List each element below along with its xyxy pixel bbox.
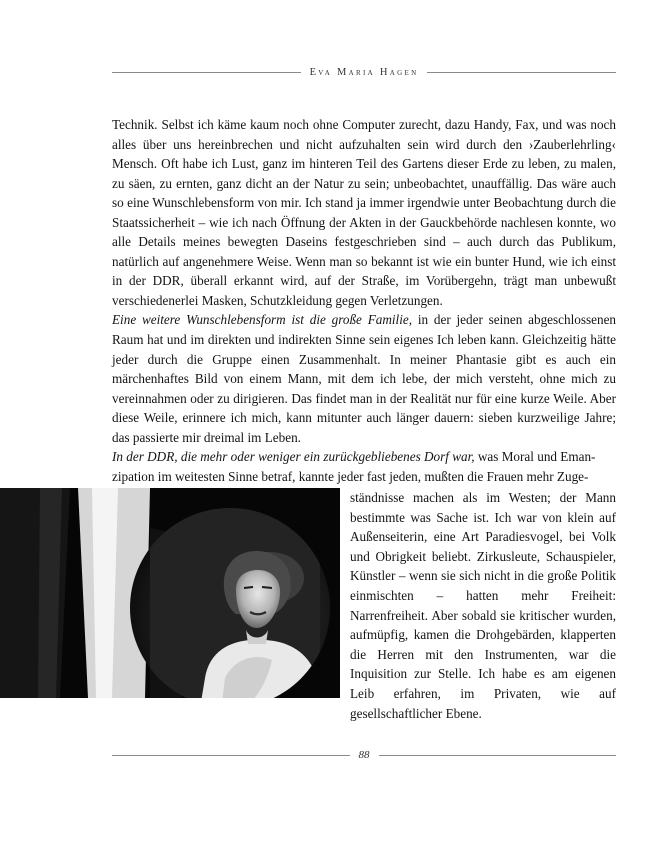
page-number: 88 bbox=[358, 749, 370, 761]
footer-rule-right bbox=[379, 755, 617, 756]
wrapped-text-column: ständnisse machen als im Westen; der Mann bestimmte was Sache ist. Ich war von klein auf Außenseiterin, eine Art Paradiesvogel, bei Volk und Obrigkeit beliebt. Zirkusleute, Schauspieler, Künstler – wenn sie sich nicht in die große Politik einmischten – hatten mehr Freiheit: Narrenfreiheit. Aber sobald sie kritischer wurden, aufmüpfig, kamen die Drohgebärden, klapperten die Herren mit den Instrumenten, war die Inquisition zur Stelle. Ich habe es am eigenen Leib erfahren, im Privaten, wie auf gesellschaftlicher Ebene. bbox=[350, 490, 616, 721]
main-text bbox=[112, 115, 616, 486]
portrait-illustration bbox=[0, 488, 340, 698]
running-header bbox=[112, 65, 616, 79]
paragraph-familie bbox=[112, 310, 616, 447]
paragraph-computer: Technik. Selbst ich käme kaum noch ohne Computer zurecht, dazu Handy, Fax, und was noch alles über uns hereinbrechen und nicht aufzuhalten sein wird durch den ›Zauberlehrling‹ Mensch. Oft habe ich Lust, ganz im hinteren Teil des Gartens dieser Erde zu leben, zu malen, zu säen, zu ernten, ganz dicht an der Natur zu sein; unbeobachtet, unauffällig. Das wäre auch so eine Wunschlebensform von mir. Ich stand ja immer irgendwie unter Beobachtung durch die Staatssicherheit – wie ich nach Öffnung der Akten in der Gauckbehörde nachlesen konnte, wo alle Details meines bewegten Daseins festgeschrieben sind – auch durch das Publikum, natürlich auf angenehmere Weise. Wenn man so bekannt ist wie ein bunter Hund, wie ich einst in der DDR, überall erkannt wird, auf der Straße, im Vorübergehn, trägt man unbewußt verschiedenerlei Masken, Schutzkleidung gegen Verletzungen. bbox=[112, 117, 616, 308]
ddr-line-1-rest: was Moral und Eman- bbox=[474, 449, 596, 465]
footer-rule-left bbox=[112, 755, 350, 756]
ddr-line-2: zipation im weitesten Sinne betraf, kannte jeder fast jeden, mußten die Frauen mehr Zuge- bbox=[112, 468, 589, 484]
ddr-line-1 bbox=[112, 447, 616, 467]
paragraph-ddr-start bbox=[112, 447, 616, 486]
italic-lead-familie: Eine weitere Wunschlebensform ist die große Familie, bbox=[112, 312, 413, 328]
header-rule-left bbox=[112, 72, 301, 73]
page-footer bbox=[112, 748, 616, 762]
header-rule-right bbox=[427, 72, 616, 73]
paragraph-familie-rest: in der jeder seinen abgeschlossenen Raum hat und im direkten und indirekten Sinne sein eigenes Ich leben kann. Gleichzeitig hätte jeder durch die Gruppe einen Zusammenhalt. In meiner Phantasie gibt es auch ein märchenhaftes Bild von einem Mann, mit dem ich lebe, der mich versteht, ohne mich zu vereinnahmen oder zu dirigieren. Das findet man in der Realität nur für eine kurze Weile. Aber diese Weile, erinnere ich mich, kann mitunter auch länger dauern: sieben kurzweilige Jahre; das passierte mir dreimal im Leben. bbox=[112, 312, 617, 445]
italic-lead-ddr: In der DDR, die mehr oder weniger ein zurückgebliebenes Dorf war, bbox=[112, 449, 475, 465]
running-title: Eva Maria Hagen bbox=[309, 66, 419, 78]
portrait-photo bbox=[0, 488, 340, 698]
